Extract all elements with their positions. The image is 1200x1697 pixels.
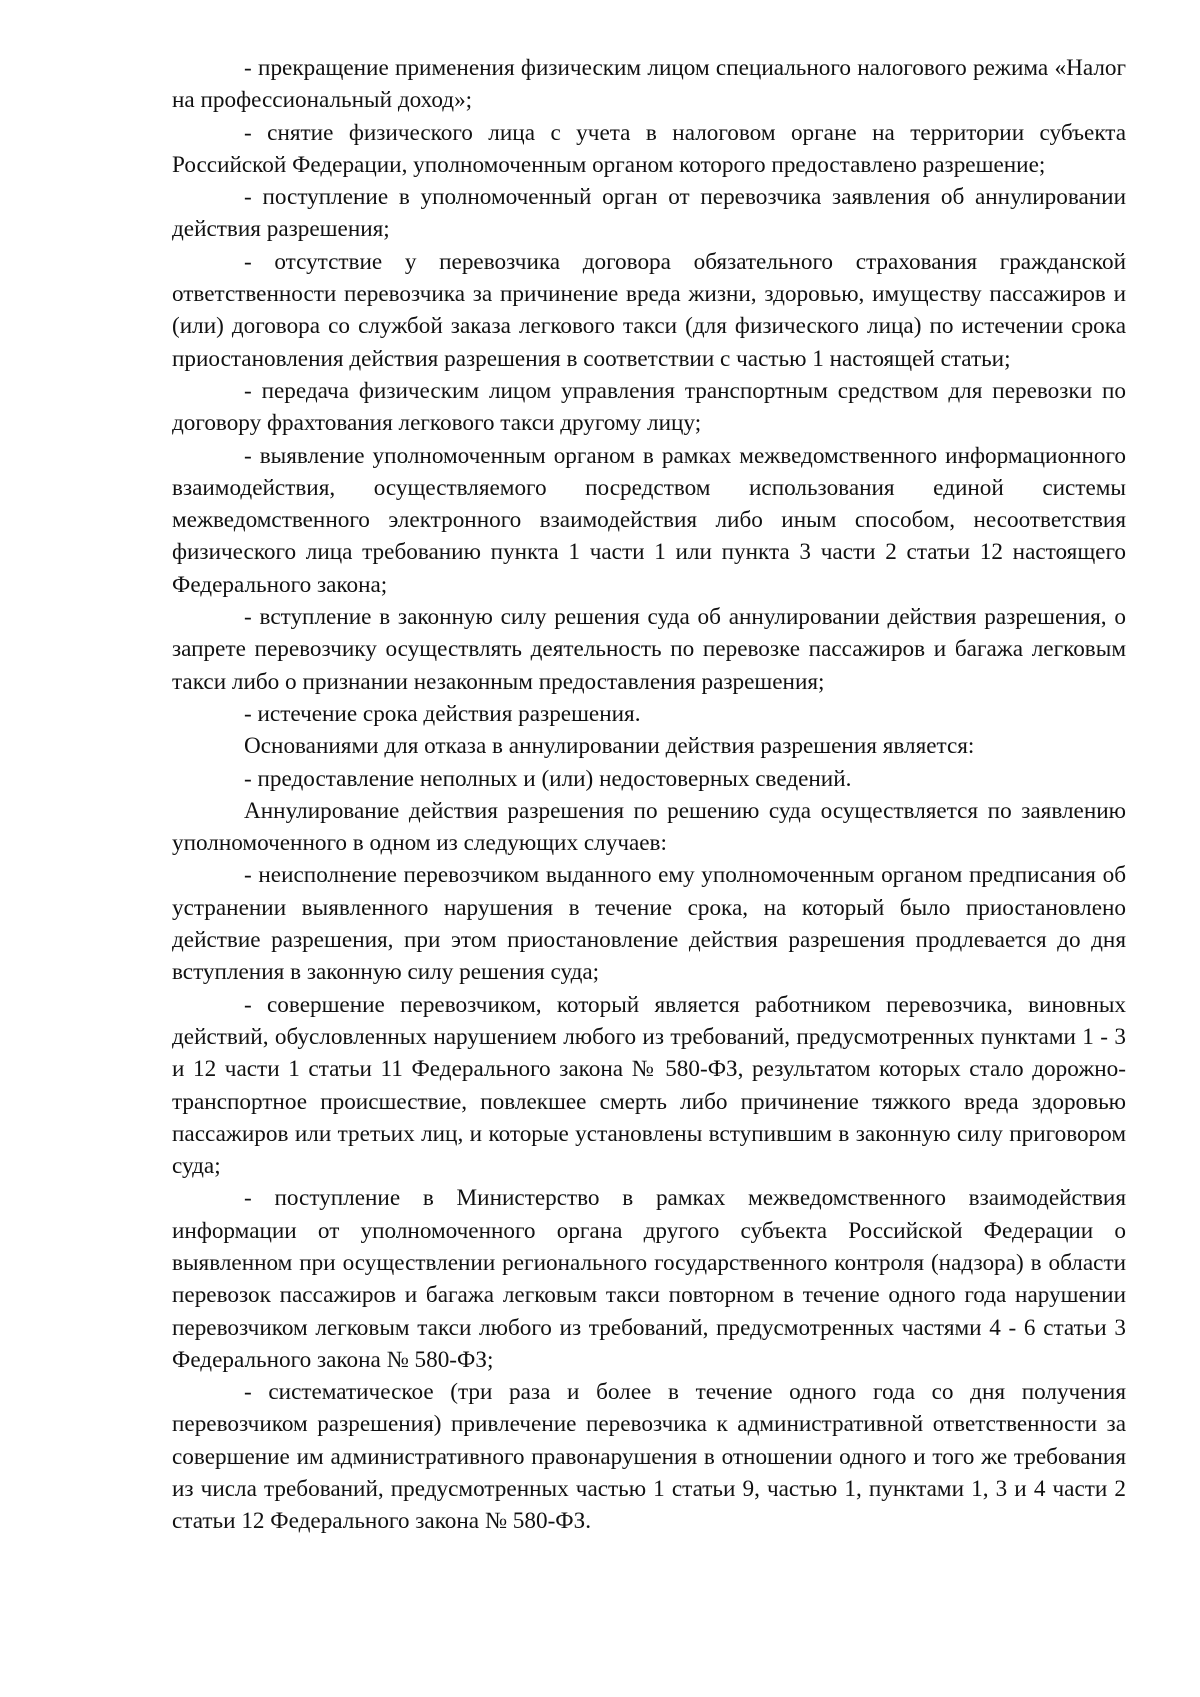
document-body [172,52,1126,1538]
paragraph-11: Аннулирование действия разрешения по решению суда осуществляется по заявлению уполномоченного в одном из следующих случаев: [172,797,1126,857]
paragraph-9: Основаниями для отказа в аннулировании действия разрешения является: [244,733,975,760]
paragraph-12: - неисполнение перевозчиком выданного ему уполномоченным органом предписания об устранении выявленного нарушения в течение срока, на который было приостановлено действие разрешения, при этом приостановление действия разрешения продлевается до дня вступления в законную силу решения суда; [172,862,1126,986]
paragraph-8: - истечение срока действия разрешения. [244,700,641,727]
paragraph-13: - совершение перевозчиком, который является работником перевозчика, виновных действий, обусловленных нарушением любого из требований, предусмотренных пунктами 1 - 3 и 12 части 1 статьи 11 Федерального закона № 580-ФЗ, результатом которых стало дорожно-транспортное происшествие, повлекшее смерть либо причинение тяжкого вреда здоровью пассажиров или третьих лиц, и которые установлены вступившим в законную силу приговором суда; [172,991,1126,1180]
paragraph-7: - вступление в законную силу решения суда об аннулировании действия разрешения, о запрете перевозчику осуществлять деятельность по перевозке пассажиров и багажа легковым такси либо о признании незаконным предоставления разрешения; [172,604,1126,695]
paragraph-15: - систематическое (три раза и более в течение одного года со дня получения перевозчиком разрешения) привлечение перевозчика к административной ответственности за совершение им административного правонарушения в отношении одного и того же требования из числа требований, предусмотренных частью 1 статьи 9, частью 1, пунктами 1, 3 и 4 части 2 статьи 12 Федерального закона № 580-ФЗ. [172,1379,1126,1535]
paragraph-6: - выявление уполномоченным органом в рамках межведомственного информационного взаимодействия, осуществляемого посредством использования единой системы межведомственного электронного взаимодействия либо иным способом, несоответствия физического лица требованию пункта 1 части 1 или пункта 3 части 2 статьи 12 настоящего Федерального закона; [172,442,1126,598]
paragraph-4: - отсутствие у перевозчика договора обязательного страхования гражданской ответственности перевозчика за причинение вреда жизни, здоровью, имуществу пассажиров и (или) договора со службой заказа легкового такси (для физического лица) по истечении срока приостановления действия разрешения в соответствии с частью 1 настоящей статьи; [172,248,1126,372]
paragraph-14: - поступление в Министерство в рамках межведомственного взаимодействия информации от уполномоченного органа другого субъекта Российской Федерации о выявленном при осуществлении регионального государственного контроля (надзора) в области перевозок пассажиров и багажа легковым такси повторном в течение одного года нарушении перевозчиком легковым такси любого из требований, предусмотренных частями 4 - 6 статьи 3 Федерального закона № 580-ФЗ; [172,1185,1126,1373]
paragraph-10: - предоставление неполных и (или) недостоверных сведений. [244,765,852,792]
paragraph-3: - поступление в уполномоченный орган от перевозчика заявления об аннулировании действия разрешения; [172,184,1126,243]
paragraph-5: - передача физическим лицом управления транспортным средством для перевозки по договору фрахтования легкового такси другому лицу; [172,377,1126,437]
paragraph-1: - прекращение применения физическим лицом специального налогового режима «Налог на профессиональный доход»; [172,55,1126,114]
paragraph-2: - снятие физического лица с учета в налоговом органе на территории субъекта Российской Федерации, уполномоченным органом которого предоставлено разрешение; [172,119,1126,178]
